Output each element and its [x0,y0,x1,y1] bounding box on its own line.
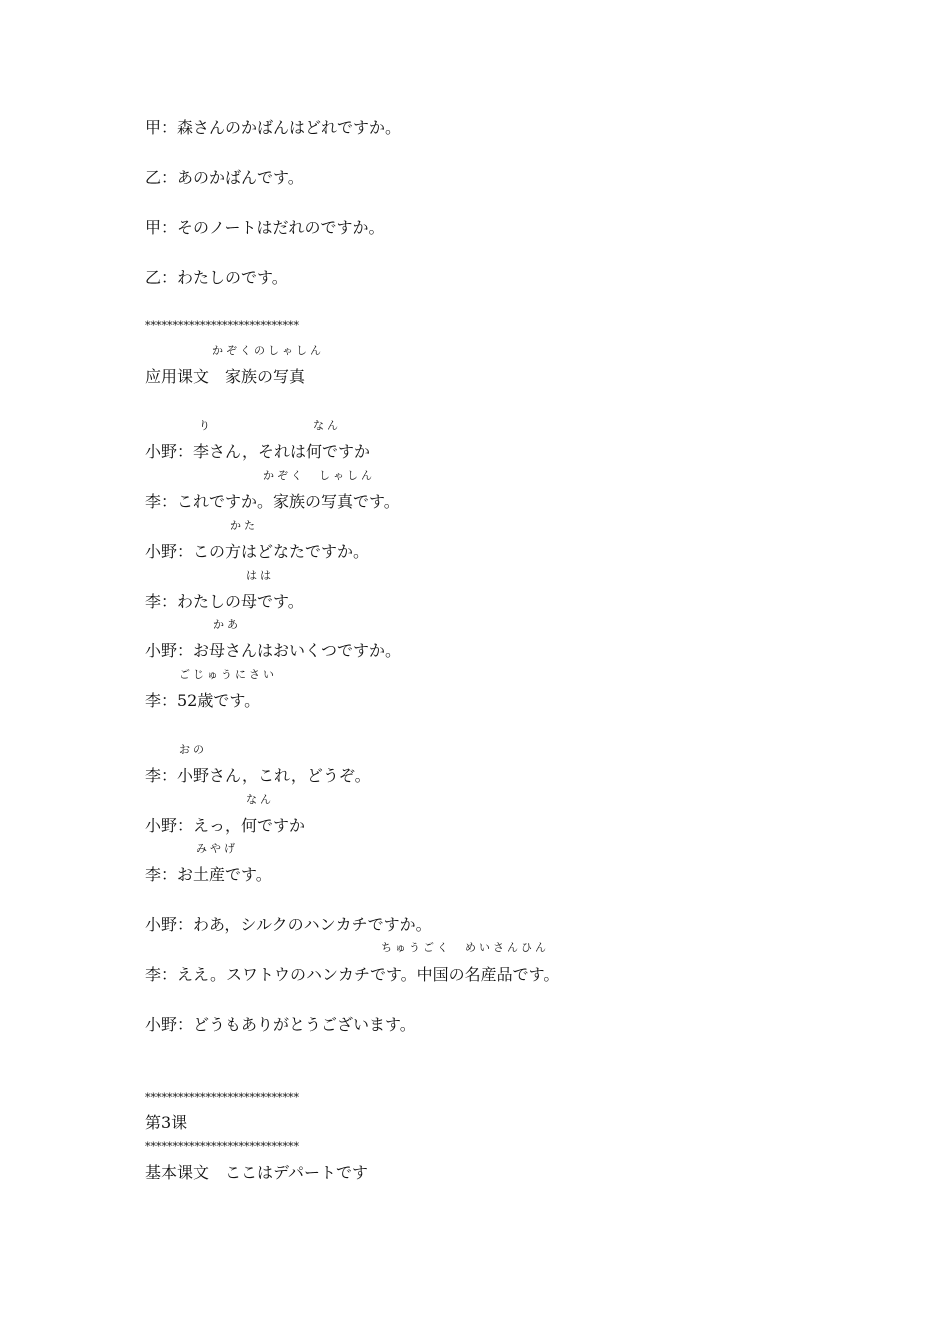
section-title: 基本课文 ここはデパートです [145,1163,369,1182]
dialogue-line: 小野：この方はどなたですか。 [145,542,370,561]
dialogue-line: 乙：わたしのです。 [145,268,288,287]
furigana: かぞく しゃしん [263,469,375,482]
dialogue-line: 李：ええ。スワトウのハンカチです。中国の名産品です。 [145,965,560,984]
lesson-heading: 第3课 [145,1113,188,1132]
dialogue-line: 甲：森さんのかばんはどれですか。 [145,118,402,137]
furigana: かあ [213,618,241,631]
dialogue-line: 小野：李さん，それは何ですか [145,442,370,461]
dialogue-line: 乙：あのかばんです。 [145,168,304,187]
furigana: みやげ [196,842,238,855]
furigana: ごじゅうにさい [179,668,277,681]
separator: **************************** [145,1091,299,1104]
dialogue-line: 小野：わあ，シルクのハンカチですか。 [145,915,432,934]
dialogue-line: 甲：そのノートはだれのですか。 [145,218,385,237]
furigana: おの [179,743,207,756]
dialogue-line: 李：お土産です。 [145,865,272,884]
dialogue-line: 李：小野さん，これ，どうぞ。 [145,766,371,785]
dialogue-line: 小野：お母さんはおいくつですか。 [145,641,402,660]
dialogue-line: 小野：えっ，何ですか [145,816,306,835]
furigana: はは [246,569,274,582]
furigana: なん [313,419,341,432]
furigana: かた [230,519,258,532]
section-title: 应用课文 家族の写真 [145,367,306,386]
dialogue-line: 李：わたしの母です。 [145,592,304,611]
dialogue-line: 小野：どうもありがとうございます。 [145,1015,416,1034]
dialogue-line: 李：これですか。家族の写真です。 [145,492,400,511]
dialogue-line: 李：52歳です。 [145,691,261,710]
furigana: なん [246,793,274,806]
furigana: かぞくのしゃしん [212,344,324,357]
furigana: り [199,419,213,432]
furigana: ちゅうごく めいさんひん [381,941,549,954]
separator: **************************** [145,1140,299,1153]
separator: **************************** [145,319,299,332]
